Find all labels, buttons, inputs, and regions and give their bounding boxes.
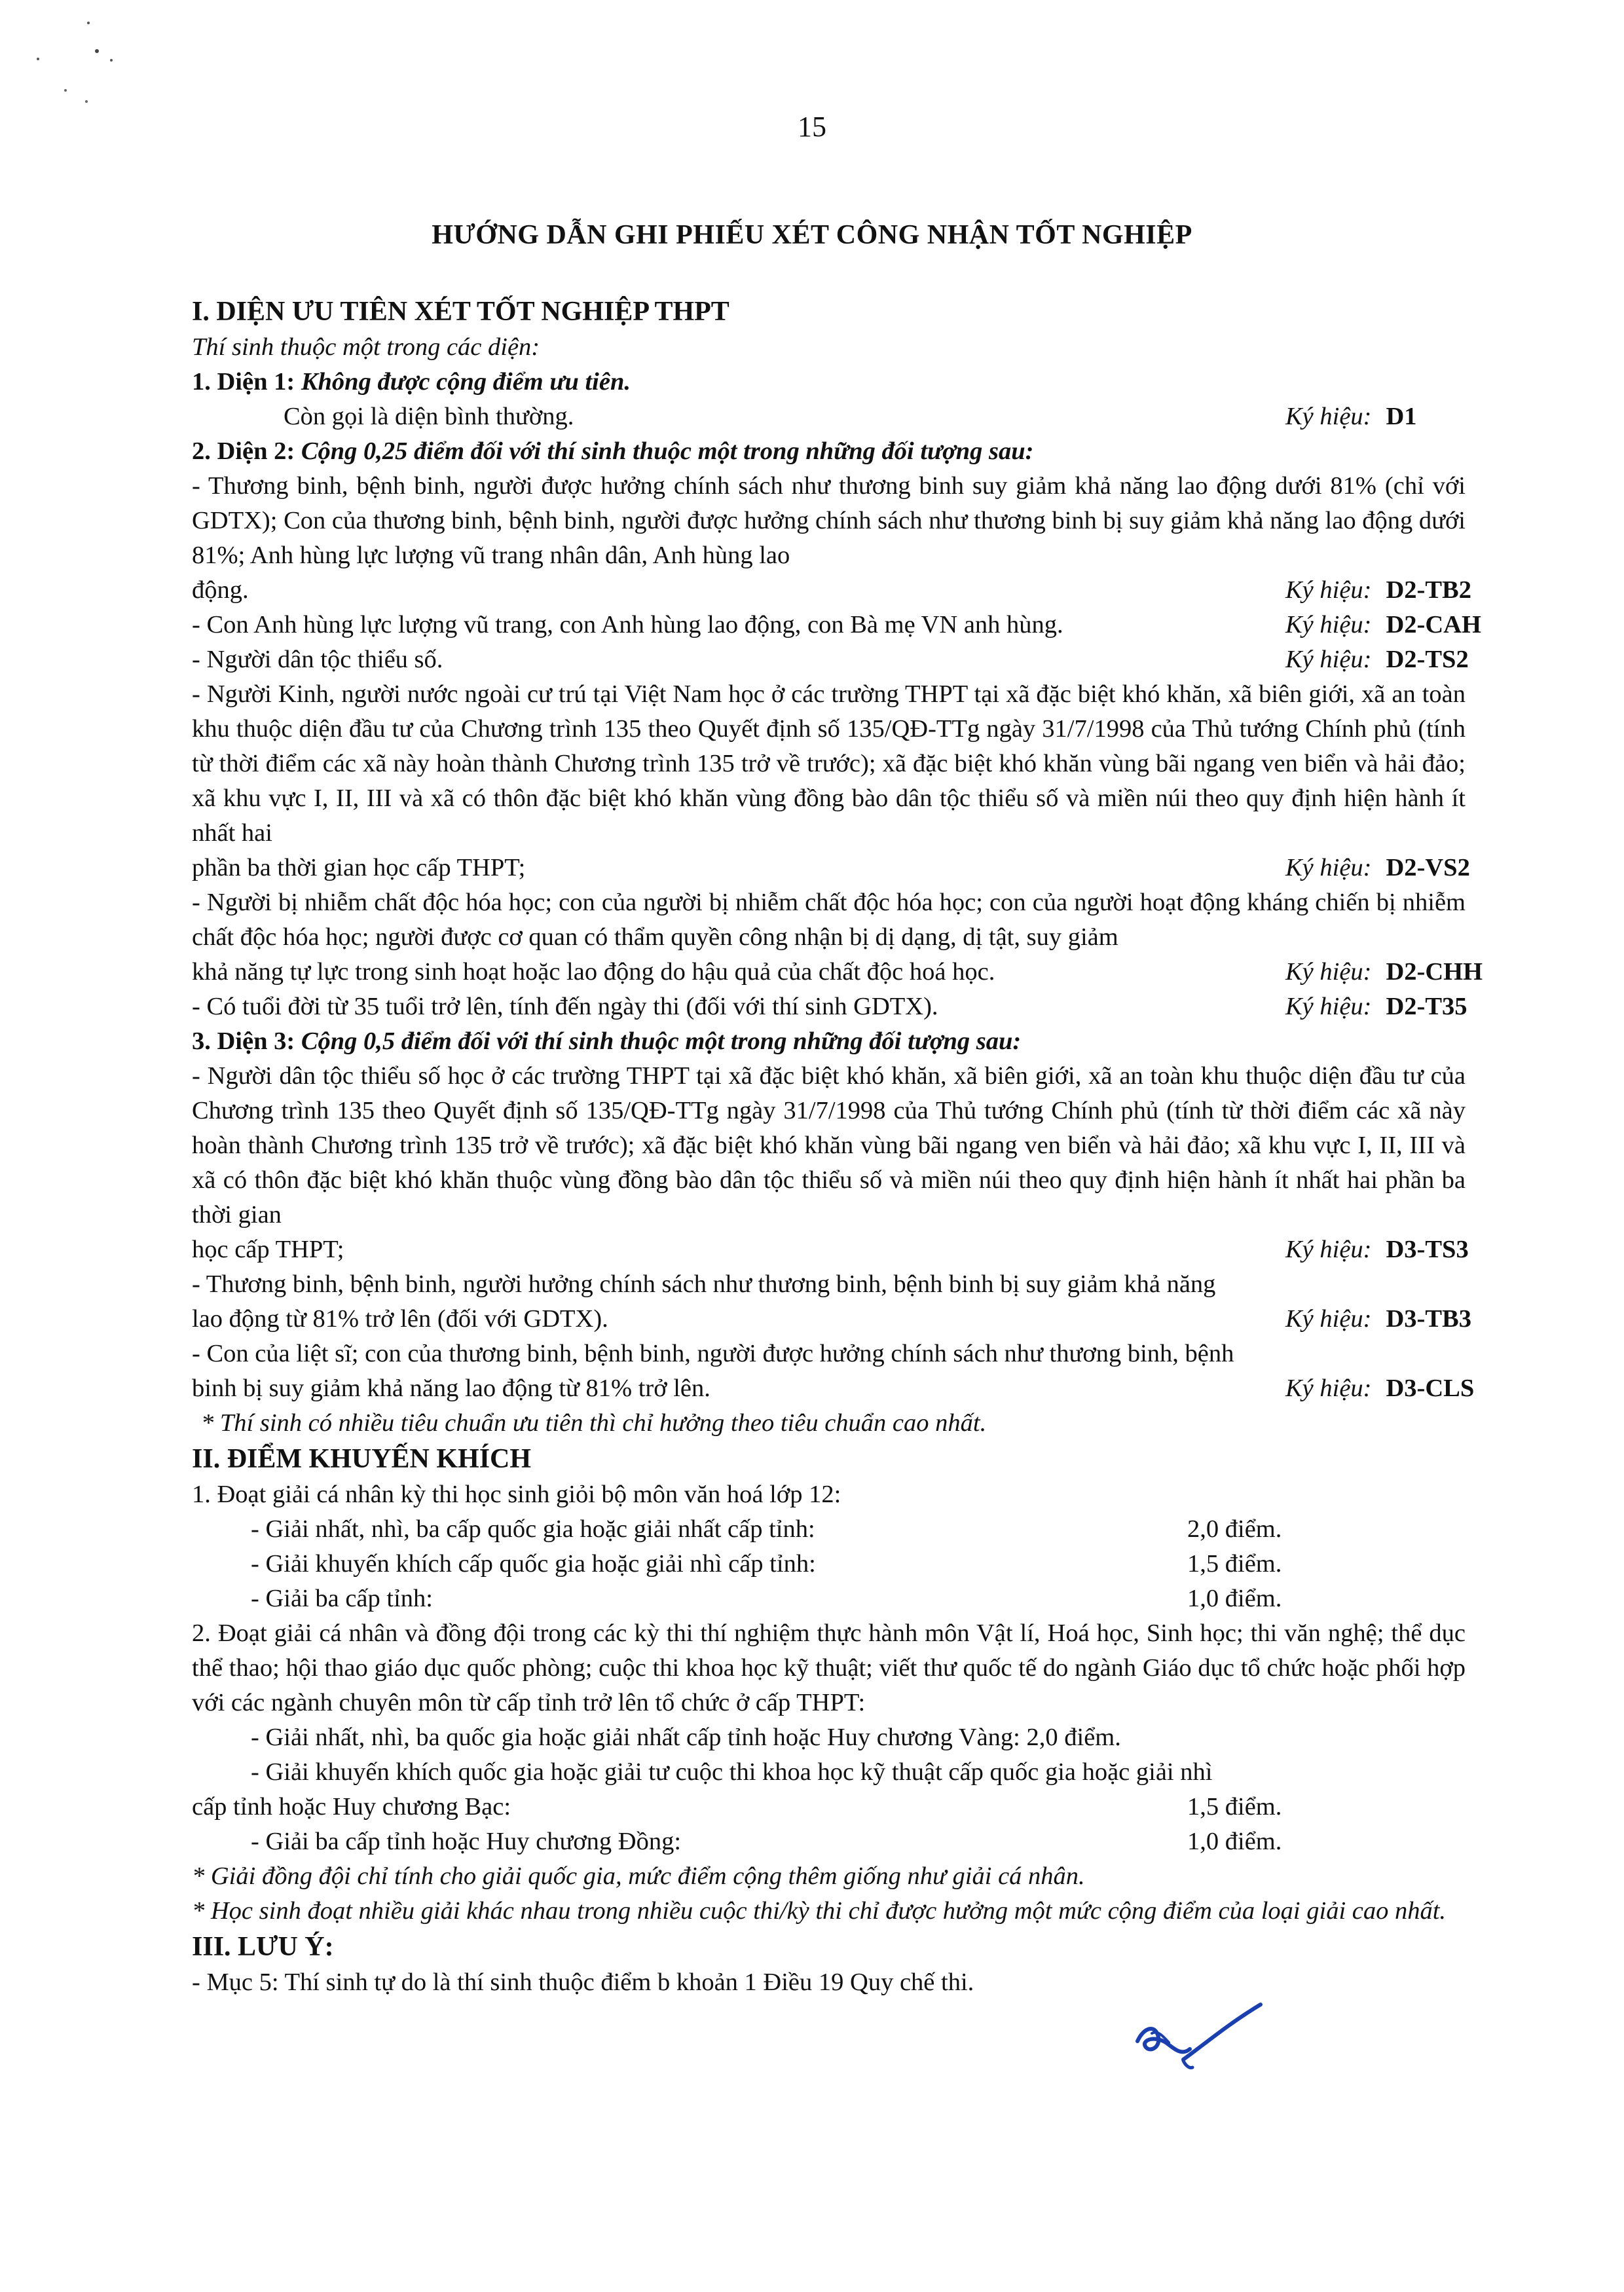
symbol <box>1285 642 1469 677</box>
bonus-p2-item-2a: - Giải khuyến khích quốc gia hoặc giải tư cuộc thi khoa học kỹ thuật cấp quốc gia hoặc giải nhì <box>251 1758 1213 1786</box>
bonus-p2-item-1: - Giải nhất, nhì, ba quốc gia hoặc giải nhất cấp tỉnh hoặc Huy chương Vàng: 2,0 điểm. <box>251 1724 1121 1751</box>
dien2-emph: Cộng 0,25 điểm đối với thí sinh thuộc một trong những đối tượng sau: <box>301 437 1034 465</box>
dien3-prefix: 3. Diện 3: <box>192 1027 301 1055</box>
symbol-label: Ký hiệu: <box>1285 958 1372 986</box>
symbol-code: D2-CHH <box>1386 958 1483 986</box>
dien1-prefix: 1. Diện 1: <box>192 368 301 396</box>
dien3-item-2 <box>192 1302 1471 1337</box>
symbol-code: D3-TS3 <box>1386 1236 1469 1263</box>
dien2-item-1-text: - Thương binh, bệnh binh, người được hưởng chính sách như thương binh suy giảm khả năng lao động dưới 81% (chỉ với GDTX); Con của thương binh, bệnh binh, người được hưởng chính sách như thương binh bị suy giảm khả năng lao động dưới 81%; Anh hùng lực lượng vũ trang nhân dân, Anh hùng lao <box>192 472 1466 569</box>
dien2-item-5-text: - Người bị nhiễm chất độc hóa học; con của người bị nhiễm chất độc hóa học; con của người hoạt động kháng chiến bị nhiễm chất độc hóa học; người được cơ quan có thẩm quyền công nhận bị dị dạng, dị tật, suy giảm <box>192 889 1466 951</box>
dien2-item-2 <box>192 608 1481 642</box>
bonus-p2-item-2b <box>192 1790 1466 1824</box>
dien2-item-5 <box>192 955 1483 989</box>
symbol-label: Ký hiệu: <box>1285 1375 1372 1402</box>
award-text: cấp tỉnh hoặc Huy chương Bạc: <box>192 1793 511 1821</box>
item-last-line: - Người dân tộc thiểu số. <box>192 646 443 673</box>
dien1-heading <box>192 365 1466 399</box>
page-title: HƯỚNG DẪN GHI PHIẾU XÉT CÔNG NHẬN TỐT NGHIỆP <box>432 220 1192 250</box>
section-heading-bonus: II. ĐIỂM KHUYẾN KHÍCH <box>192 1444 532 1474</box>
item-last-line: phần ba thời gian học cấp THPT; <box>192 854 526 881</box>
symbol-label: Ký hiệu: <box>1285 1236 1372 1263</box>
dien1-emph: Không được cộng điểm ưu tiên. <box>301 368 631 396</box>
dien1-text: Còn gọi là diện bình thường. <box>284 403 574 430</box>
dien2-item-1 <box>192 573 1471 608</box>
item-last-line: lao động từ 81% trở lên (đối với GDTX). <box>192 1305 608 1333</box>
section-heading-notes: III. LƯU Ý: <box>192 1932 334 1962</box>
bonus-p2: 2. Đoạt giải cá nhân và đồng đội trong các kỳ thi thí nghiệm thực hành môn Vật lí, Hoá học, Sinh học; thi văn nghệ; thể dục thể thao; hội thao giáo dục quốc phòng; cuộc thi khoa học kỹ thuật; viết thư quốc tế do ngành Giáo dục tổ chức hoặc phối hợp với các ngành chuyên môn từ cấp tỉnh trở lên tổ chức ở cấp THPT: <box>192 1619 1466 1716</box>
bonus-p1: 1. Đoạt giải cá nhân kỳ thi học sinh giỏi bộ môn văn hoá lớp 12: <box>192 1481 841 1508</box>
dien2-item-4 <box>192 851 1470 885</box>
dien2-heading <box>192 434 1466 469</box>
dien2-prefix: 2. Diện 2: <box>192 437 301 465</box>
award-text: - Giải ba cấp tỉnh hoặc Huy chương Đồng: <box>251 1828 682 1855</box>
symbol <box>1285 1302 1471 1337</box>
section-heading-priority: I. DIỆN ƯU TIÊN XÉT TỐT NGHIỆP THPT <box>192 297 729 327</box>
award-text: - Giải nhất, nhì, ba cấp quốc gia hoặc giải nhất cấp tỉnh: <box>251 1515 815 1543</box>
dien3-heading <box>192 1024 1466 1059</box>
dien2-item-6 <box>192 989 1466 1024</box>
dien3-item-3 <box>192 1371 1475 1406</box>
symbol <box>1285 1371 1475 1406</box>
dien3-item-1-text: - Người dân tộc thiểu số học ở các trường THPT tại xã đặc biệt khó khăn, xã biên giới, xã an toàn khu thuộc diện đầu tư của Chương trình 135 theo Quyết định số 135/QĐ-TTg ngày 31/7/1998 của Thủ tướng Chính phủ (tính từ thời điểm các xã này hoàn thành Chương trình 135 trở về trước); xã đặc biệt khó khăn vùng bãi ngang ven biển và hải đảo; xã khu vực I, II, III và xã có thôn đặc biệt khó khăn thuộc vùng đồng bào dân tộc thiểu số và miền núi theo quy định hiện hành ít nhất hai phần ba thời gian <box>192 1062 1466 1229</box>
award-points: 1,0 điểm. <box>1187 1585 1282 1612</box>
dien3-item-3-text: - Con của liệt sĩ; con của thương binh, bệnh binh, người được hưởng chính sách như thương binh, bệnh <box>192 1340 1234 1367</box>
dien2-item-3 <box>192 642 1469 677</box>
symbol-label: Ký hiệu: <box>1285 403 1372 430</box>
signature-mark <box>1130 2001 1267 2079</box>
dien3-item-1 <box>192 1232 1469 1267</box>
bonus-p1-item-1 <box>192 1512 1466 1547</box>
symbol-code: D2-TS2 <box>1386 646 1469 673</box>
item-last-line: học cấp THPT; <box>192 1236 344 1263</box>
notes-line: - Mục 5: Thí sinh tự do là thí sinh thuộc điểm b khoản 1 Điều 19 Quy chế thi. <box>192 1969 974 1996</box>
award-text: - Giải khuyến khích cấp quốc gia hoặc giải nhì cấp tỉnh: <box>251 1550 816 1578</box>
symbol-code: D1 <box>1386 403 1417 430</box>
bonus-p1-item-3 <box>192 1581 1466 1616</box>
dien2-item-4-text: - Người Kinh, người nước ngoài cư trú tại Việt Nam học ở các trường THPT tại xã đặc biệt khó khăn, xã biên giới, xã an toàn khu thuộc diện đầu tư của Chương trình 135 theo Quyết định số 135/QĐ-TTg ngày 31/7/1998 của Thủ tướng Chính phủ (tính từ thời điểm các xã này hoàn thành Chương trình 135 trở về trước); xã đặc biệt khó khăn vùng bãi ngang ven biển và hải đảo; xã khu vực I, II, III và xã có thôn đặc biệt khó khăn vùng đồng bào dân tộc thiểu số và miền núi theo quy định hiện hành ít nhất hai <box>192 680 1466 847</box>
document-body <box>192 293 1483 2000</box>
symbol <box>1285 608 1481 642</box>
symbol-label: Ký hiệu: <box>1285 993 1372 1020</box>
bonus-note-2: * Học sinh đoạt nhiều giải khác nhau trong nhiều cuộc thi/kỳ thi chỉ được hưởng một mức cộng điểm của loại giải cao nhất. <box>192 1897 1447 1925</box>
symbol <box>1285 399 1466 434</box>
symbol-code: D2-TB2 <box>1386 576 1471 604</box>
symbol <box>1285 573 1471 608</box>
symbol-label: Ký hiệu: <box>1285 576 1372 604</box>
priority-note: * Thí sinh có nhiều tiêu chuẩn ưu tiên thì chỉ hưởng theo tiêu chuẩn cao nhất. <box>201 1409 987 1437</box>
symbol-label: Ký hiệu: <box>1285 646 1372 673</box>
symbol-code: D2-VS2 <box>1386 854 1470 881</box>
symbol <box>1285 989 1466 1024</box>
symbol-code: D2-T35 <box>1386 993 1467 1020</box>
dien1-line <box>192 399 1466 434</box>
scan-specks <box>20 13 124 105</box>
bonus-p1-item-2 <box>192 1547 1466 1581</box>
bonus-p2-item-3 <box>192 1824 1466 1859</box>
bonus-note-1: * Giải đồng đội chỉ tính cho giải quốc gia, mức điểm cộng thêm giống như giải cá nhân. <box>192 1862 1085 1890</box>
dien3-item-2-text: - Thương binh, bệnh binh, người hưởng chính sách như thương binh, bệnh binh bị suy giảm khả năng <box>192 1270 1216 1298</box>
symbol-code: D2-CAH <box>1386 611 1481 638</box>
symbol <box>1285 1232 1469 1267</box>
page-number: 15 <box>798 111 826 143</box>
symbol-label: Ký hiệu: <box>1285 854 1372 881</box>
item-last-line: - Con Anh hùng lực lượng vũ trang, con Anh hùng lao động, con Bà mẹ VN anh hùng. <box>192 611 1063 638</box>
symbol-label: Ký hiệu: <box>1285 611 1372 638</box>
dien3-emph: Cộng 0,5 điểm đối với thí sinh thuộc một trong những đối tượng sau: <box>301 1027 1022 1055</box>
symbol <box>1285 851 1470 885</box>
award-points: 2,0 điểm. <box>1187 1515 1282 1543</box>
item-last-line: động. <box>192 576 249 604</box>
item-last-line: - Có tuổi đời từ 35 tuổi trở lên, tính đến ngày thi (đối với thí sinh GDTX). <box>192 993 938 1020</box>
symbol-code: D3-TB3 <box>1386 1305 1471 1333</box>
symbol <box>1285 955 1483 989</box>
award-points: 1,5 điểm. <box>1187 1550 1282 1578</box>
item-last-line: binh bị suy giảm khả năng lao động từ 81% trở lên. <box>192 1375 710 1402</box>
symbol-label: Ký hiệu: <box>1285 1305 1372 1333</box>
award-text: - Giải ba cấp tỉnh: <box>251 1585 433 1612</box>
item-last-line: khả năng tự lực trong sinh hoạt hoặc lao động do hậu quả của chất độc hoá học. <box>192 958 995 986</box>
award-points: 1,5 điểm. <box>1187 1793 1282 1821</box>
award-points: 1,0 điểm. <box>1187 1828 1282 1855</box>
section-intro: Thí sinh thuộc một trong các diện: <box>192 333 540 361</box>
symbol-code: D3-CLS <box>1386 1375 1475 1402</box>
